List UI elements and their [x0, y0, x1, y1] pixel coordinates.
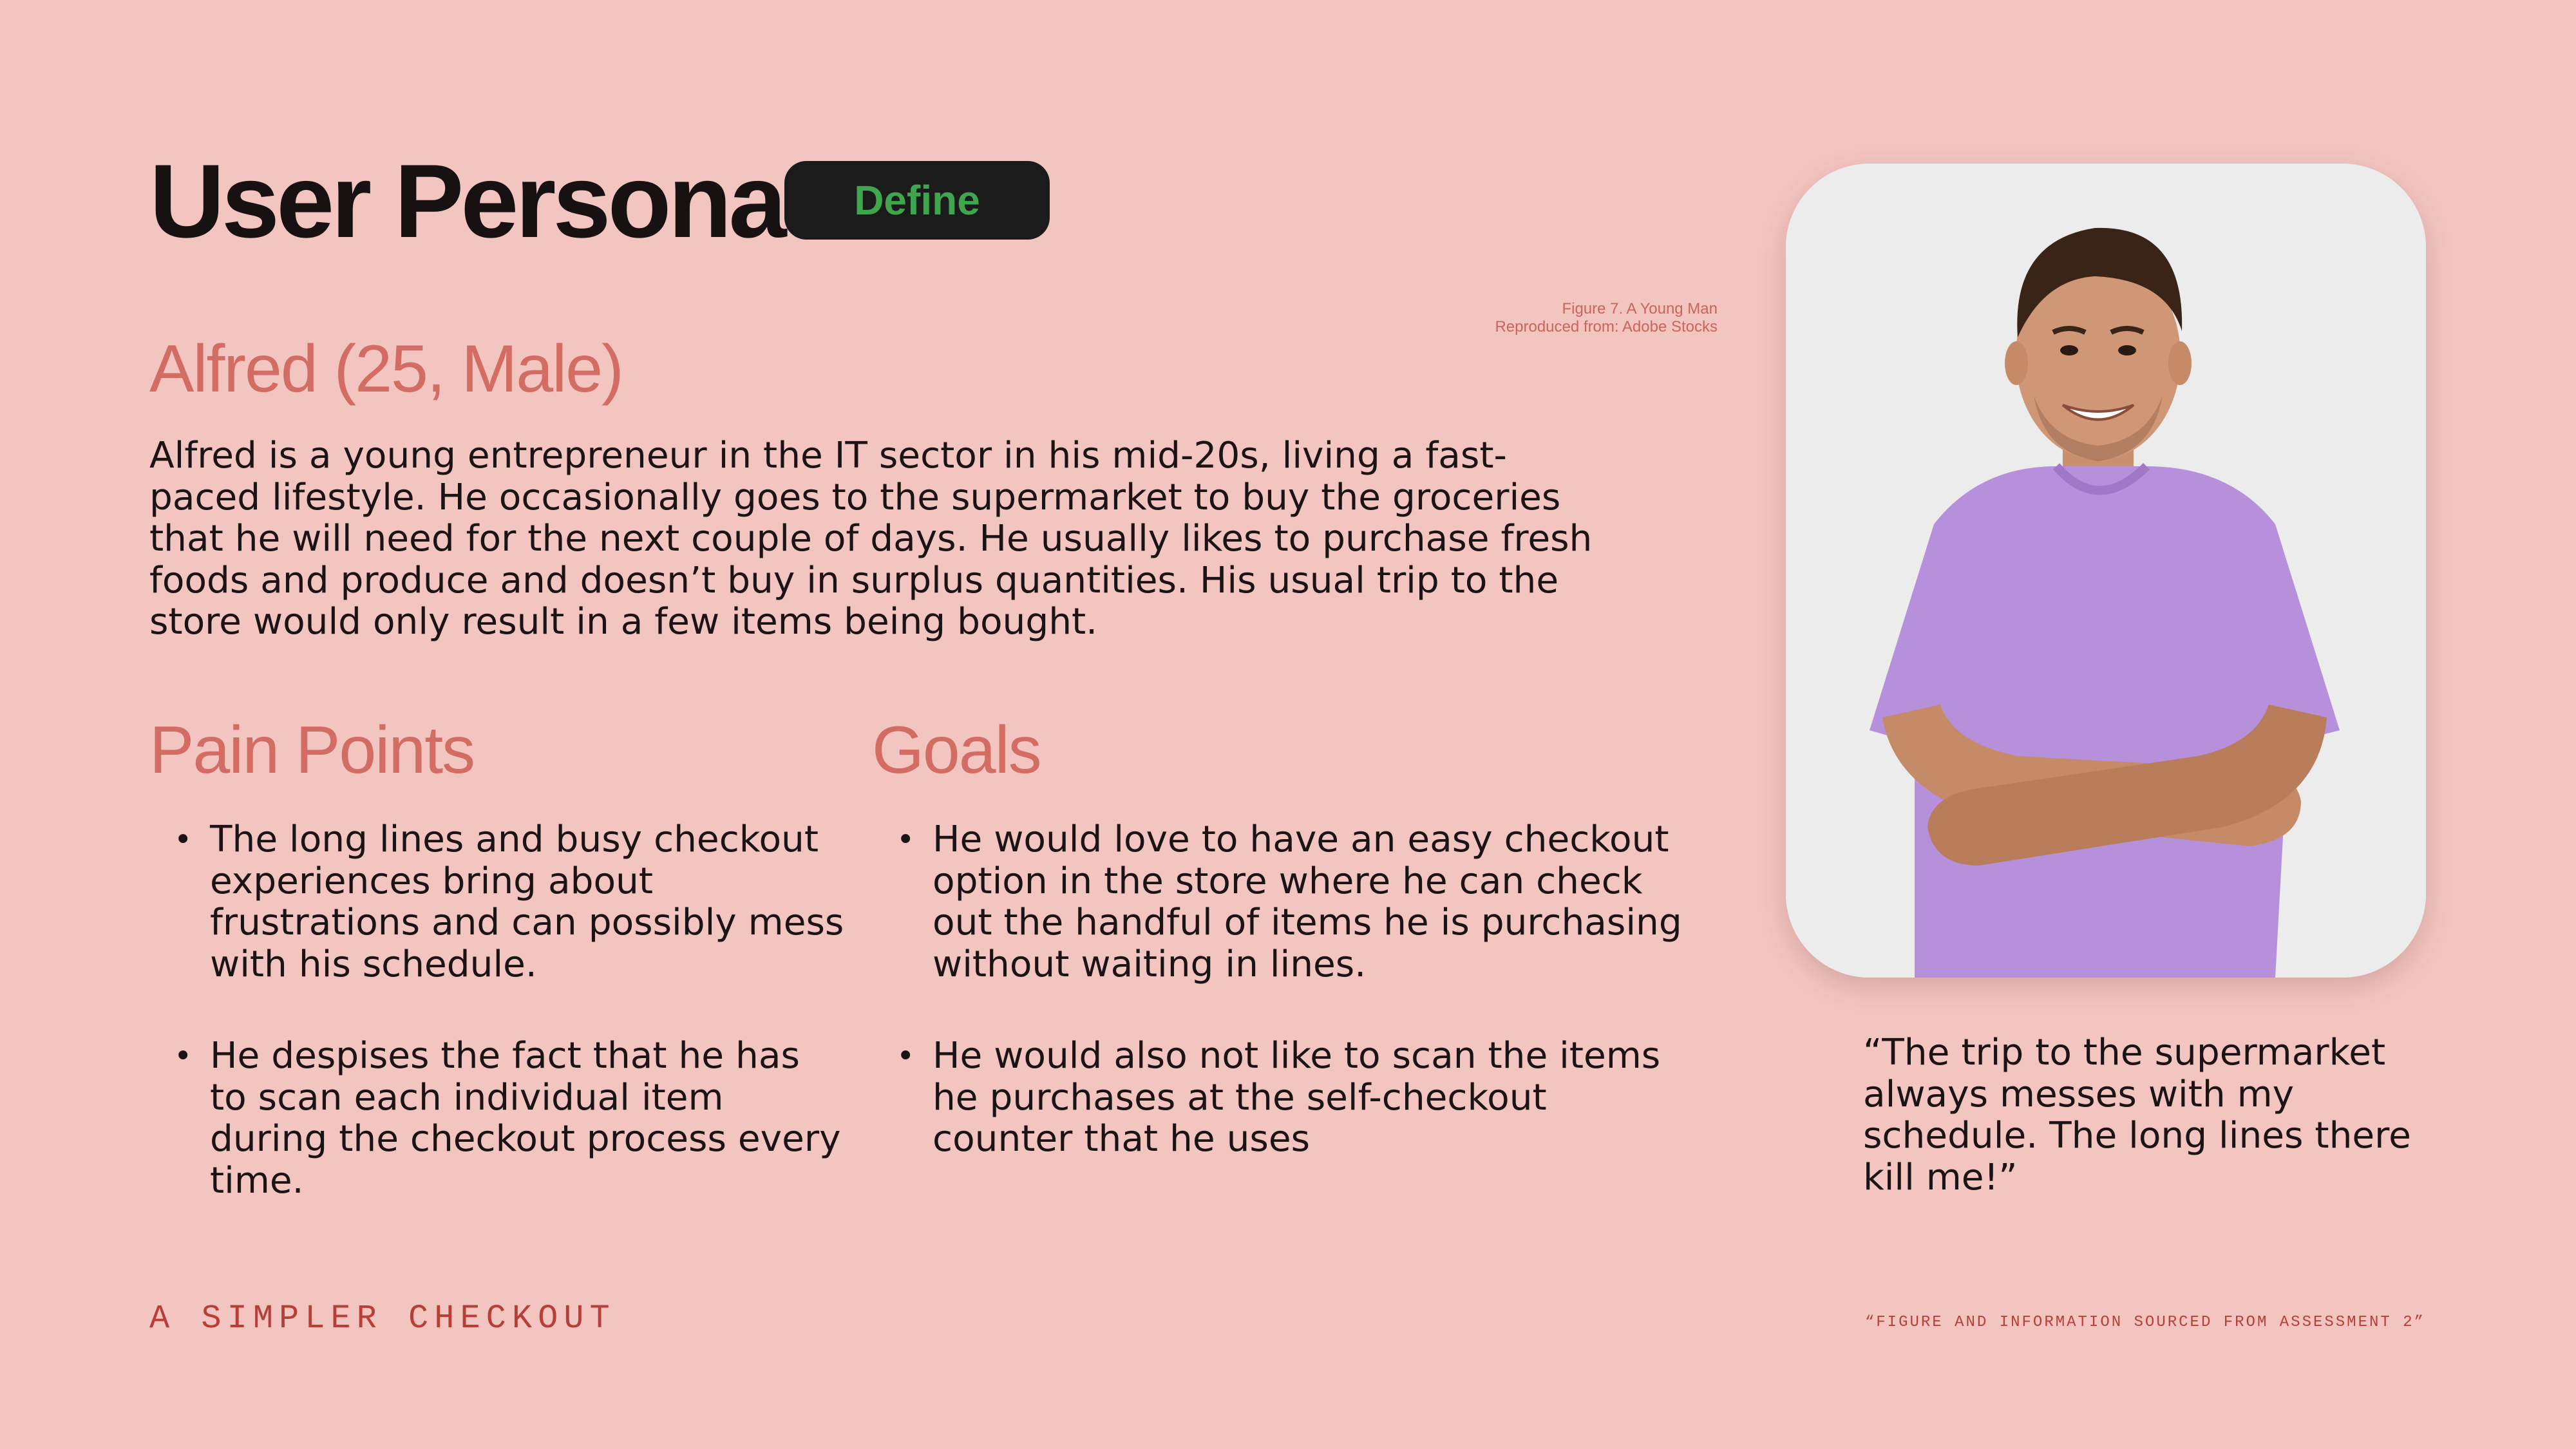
project-title: A SIMPLER CHECKOUT — [149, 1300, 616, 1338]
persona-quote: “The trip to the supermarket always messes with my schedule. The long lines there kill me!” — [1863, 1032, 2411, 1198]
figure-caption-title: Figure 7. A Young Man — [1562, 300, 1718, 317]
bullet-icon: • — [896, 822, 915, 858]
persona-name: Alfred (25, Male) — [149, 332, 623, 406]
bullet-icon: • — [174, 1038, 193, 1074]
goal-item — [872, 1036, 1696, 1160]
goal-text: He would also not like to scan the items he purchases at the self-checkout counter that he uses — [933, 1035, 1661, 1160]
bullet-icon: • — [174, 822, 193, 858]
persona-bio: Alfred is a young entrepreneur in the IT sector in his mid-20s, living a fast-paced lifestyle. He occasionally goes to the supermarket to buy the groceries that he will need for the next couple of days. He usually likes to purchase fresh foods and produce and doesn’t buy in surplus quantities. His usual trip to the store would only result in a few items being bought. — [149, 435, 1593, 643]
figure-caption-source: Reproduced from: Adobe Stocks — [1495, 318, 1718, 336]
pain-points-heading: Pain Points — [149, 713, 475, 788]
pain-point-item — [149, 1036, 845, 1202]
page-title: User Persona — [149, 143, 784, 260]
source-note: “FIGURE AND INFORMATION SOURCED FROM ASSESSMENT 2” — [1864, 1314, 2425, 1331]
define-badge: Define — [784, 161, 1050, 240]
goal-text: He would love to have an easy checkout option in the store where he can check out the handful of items he is purchasing without waiting in lines. — [933, 819, 1682, 985]
young-man-illustration — [1786, 164, 2426, 978]
pain-point-text: The long lines and busy checkout experiences bring about frustrations and can possibly mess with his schedule. — [210, 819, 844, 985]
pain-points-list — [149, 819, 845, 1202]
persona-photo — [1786, 164, 2426, 978]
bullet-icon: • — [896, 1038, 915, 1074]
pain-point-text: He despises the fact that he has to scan each individual item during the checkout process every time. — [210, 1035, 841, 1202]
goals-heading: Goals — [872, 713, 1041, 788]
goals-list — [872, 819, 1696, 1160]
goal-item — [872, 819, 1696, 985]
figure-caption — [1495, 300, 1718, 336]
pain-point-item — [149, 819, 845, 985]
